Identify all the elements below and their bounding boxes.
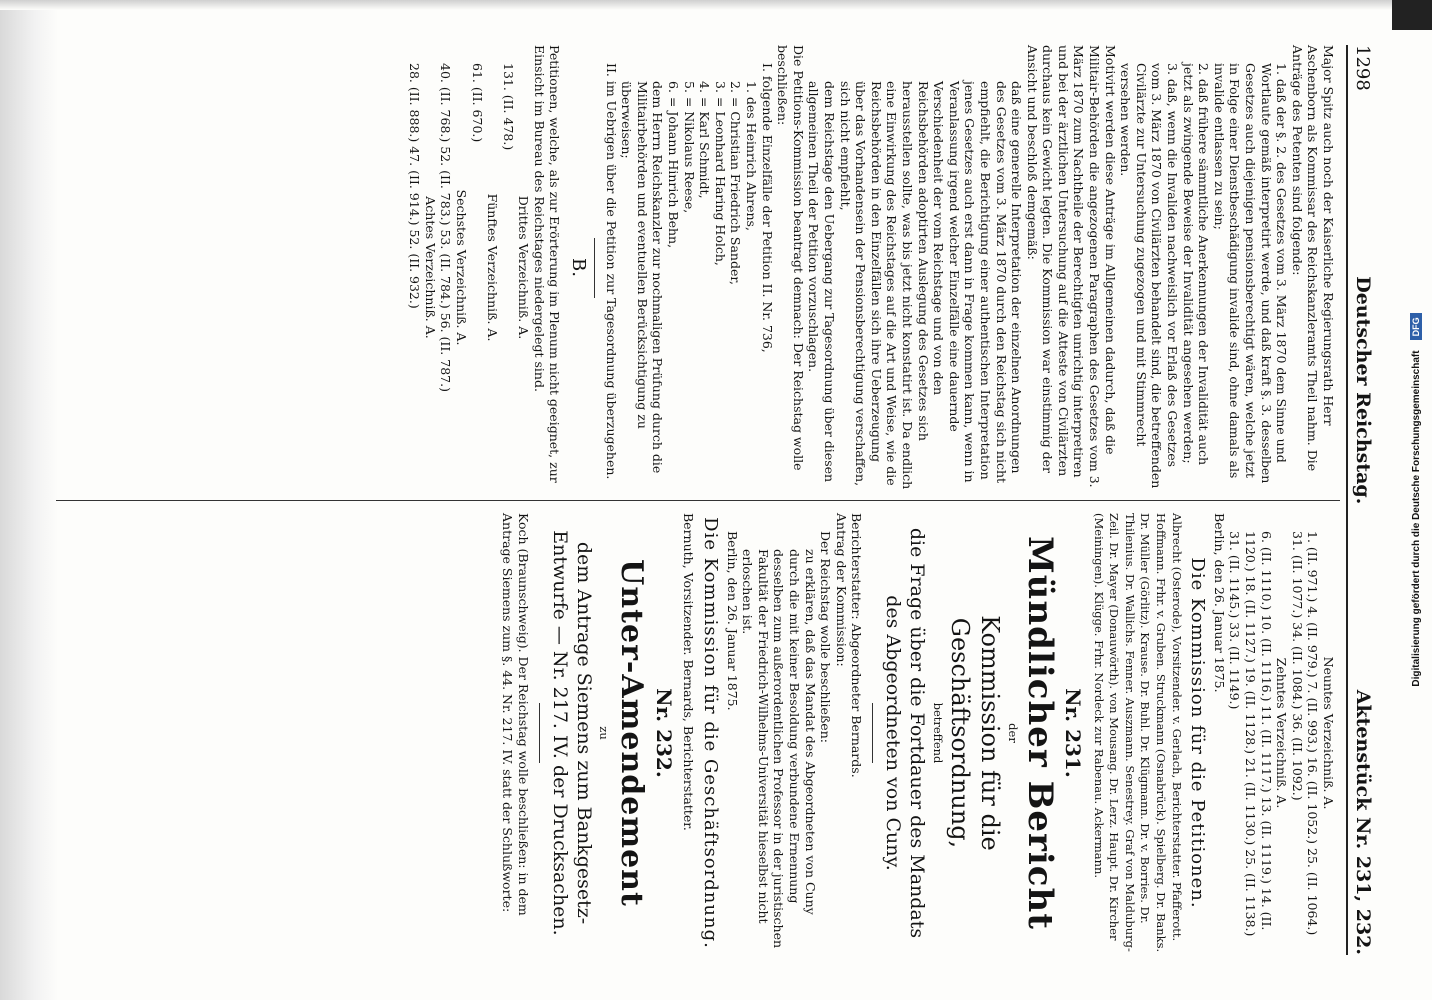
section-rule <box>594 238 595 298</box>
name-3: 3. = Leonhard Haring Holch, <box>712 81 728 266</box>
motion-intro: Die Petitions-Kommission beantragt demnach: Der Reichstag wolle beschließen: <box>775 45 806 471</box>
zu-label: zu <box>597 726 612 740</box>
antrag-text: zu erklären, daß das Mandat des Abgeordneten von Cuny durch die mit keiner Besoldung verbundene Ernennung desselben zum außerordentlichen Professor in der juristischen Fakultät der Friedrich-Wilhelms-Universität hieselbst nicht erloschen ist. <box>740 549 818 949</box>
reporter-line: Berichterstatter: Abgeordneter Bernards. <box>849 513 865 778</box>
der-label: der <box>1006 723 1021 743</box>
koch-motion: Koch (Braunschweig). Der Reichstag wolle beschließen: in dem Antrage Siemens zum §. 44. Nr. 217. IV. statt der Schlußworte: <box>500 513 531 916</box>
nr-231-heading: Nr. 231. <box>1061 688 1086 778</box>
list-3-title: Drittes Verzeichniß. A. <box>516 195 532 340</box>
header-right-title: Aktenstück Nr. 231, 232. <box>1352 689 1374 955</box>
conclusion-paragraph: dem Reichstage den Uebergang zur Tagesordnung über diesen allgemeinen Theil der Petition vorzuschlagen. <box>806 81 837 483</box>
geschaeftsordnung-heading: Die Kommission für die Geschäftsordnung. <box>699 517 721 949</box>
section-b-text: Petitionen, welche, als zur Erörterung im Plenum nicht geeignet, zur Einsicht im Bureau des Reichstages niedergelegt sind. <box>531 45 563 483</box>
reason-paragraph: daß eine generelle Interpretation der einzelnen Anordnungen des Gesetzes vom 3. März 1870 durch den Reichstag sich nicht empfiehlt, die Berichtigung einer authentischen Interpretation jenes Gesetzes auch erst dann in Frage kommen kann, wenn in Veranlassung irgend welcher Einzelfälle eine dauernde Verschiedenheit der vom Reichstage und von den Reichsbehörden adoptirten Auslegung des Gesetzes sich herausstellen sollte, was bis jetzt nicht konstatirt ist. Da endlich eine Einwirkung des Reichstages auf die Art und Weise, wie die Reichsbehörden in den Einzelfällen sich ihre Ueberzeugung über das Vorhandensein der Pensionsberechtigung verschaffen, sich nicht empfiehlt, <box>837 81 1025 490</box>
list-5-title: Fünftes Verzeichniß. A. <box>485 193 501 342</box>
betreffend-label: betreffend <box>930 702 945 764</box>
name-5: 5. = Nikolaus Reese, <box>681 81 697 214</box>
header-left-title: Deutscher Reichstag. <box>1352 276 1374 505</box>
dfg-watermark-text: Digitalisierung gefördert durch die Deutsche Forschungsgemeinschaft <box>1410 350 1422 687</box>
report-subject: die Frage über die Fortdauer des Mandats des Abgeordneten von Cuny. <box>882 527 929 939</box>
petition-item-3: 3. daß, wenn die Invaliden nachweislich vor Erlaß des Gesetzes vom 3. März 1870 von Civilärzten behandelt sind, die betreffenden Civilärzte zur Untersuchung zugezogen und mit Stimmrecht versehen werden. <box>1118 63 1181 489</box>
motive-paragraph: Motivirt werden diese Anträge im Allgemeinen dadurch, daß die Militair-Behörden die angezogenen Paragraphen des Gesetzes vom 3. März 1870 zum Nachtheile der Berechtigten unrichtig interpretiren und bei der ärztlichen Untersuchung auf die Atteste von Civilärzten durchaus kein Gewicht legten. Die Kommission war einstimmig der Ansicht und beschloß demgemäß: <box>1024 45 1118 488</box>
amendment-rule <box>539 703 540 763</box>
list-6-entries: 40. (II. 768.) 52. (II. 783.) 53. (II. 784.) 56. (II. 787.) <box>438 63 454 392</box>
intro-paragraph: Major Spitz auch noch der Kaiserliche Regierungsrath Herr Aschenborn als Kommissar des Reichskanzleramts Theil nahm. Die Anträge des Petenten sind folgende: <box>1289 45 1336 472</box>
scan-top-shadow <box>0 0 1432 10</box>
antrag-label: Antrag der Kommission: <box>833 513 849 667</box>
motion-1: I. folgende Einzelfälle der Petition II. Nr. 736, <box>759 63 775 353</box>
section-b-heading: B. <box>568 258 590 277</box>
petition-commission-heading: Die Kommission für die Petitionen. <box>1187 557 1209 909</box>
motion-2: II. im Uebrigen über die Petition zur Tagesordnung überzugehen. <box>603 63 619 480</box>
amendment-title: Unter-Amendement <box>614 559 650 907</box>
nr-232-heading: Nr. 232. <box>651 688 676 778</box>
list-10-entries: 6. (II. 1110.) 10. (II. 1116.) 11. (II. 1117.) 13. (II. 1119.) 14. (II. 1120.) 18. (II. 1127.) 19. (II. 1128.) 21. (II. 1130.) 25. (II. 1138.) 31. (II. 1145.) 33. (II. 1149.) <box>1227 531 1274 937</box>
list-8-title: Achtes Verzeichniß. A. <box>422 196 438 339</box>
commission-members: Albrecht (Osterode), Vorsitzender. v. Gerlach, Berichterstatter. Pfafferott. Hoffmann. Frhr. v. Gruben. Struckmann (Osnabrück). Spielberg. Dr. Banks. Dr. Müller (Görlitz). Krause. Dr. Buhl. Dr. Klügmann. Dr. v. Borries. Dr. Thilenius. Dr. Wallichs. Fenner. Auszmann. Senestrey. Graf von Malduburg-Zeil. Dr. Mayer (Donauwörth). von Mousang. Dr. Lerz. Haupt. Dr. Kircher (Meiningen). Klügge. Frhr. Nordeck zur Rabenau. Ackermann. <box>1091 513 1184 953</box>
list-9-title: Neuntes Verzeichniß. A. <box>1321 656 1336 810</box>
name-2: 2. = Christian Friedrich Sander, <box>728 81 744 285</box>
page-number: 1298 <box>1352 45 1374 91</box>
list-8-entries: 28. (II. 888.) 47. (II. 914.) 52. (II. 932.) <box>407 63 423 309</box>
petition-item-2: 2. daß frühere sämmtliche Anerkennungen der Invalidität auch jetzt als zwingende Beweise der Invalidität angesehen werden; <box>1180 63 1212 466</box>
right-column <box>56 513 1336 953</box>
report-rule <box>872 703 873 763</box>
commission-title: Kommission für die Geschäftsordnung, <box>945 615 1004 851</box>
amendment-subtitle: dem Antrage Siemens zum Bankgesetz-Entwurfe — Nr. 217. IV. der Drucksachen. <box>548 530 595 936</box>
column-divider <box>56 500 1340 501</box>
date-line-1: Berlin, den 26. Januar 1875. <box>1211 513 1227 693</box>
page-header <box>1346 45 1378 955</box>
list-6-title: Sechstes Verzeichniß. A. <box>453 189 469 346</box>
date-line-2: Berlin, den 26. Januar 1875. <box>724 531 740 711</box>
antrag-lead: Der Reichstag wolle beschließen: <box>818 531 834 743</box>
motion-1b: dem Herrn Reichskanzler zur nochmaligen Prüfung durch die Militairbehörden und eventuellen Berücksichtigung zu überweisen; <box>619 81 666 474</box>
name-6: 6. = Johann Hinrich Behn, <box>666 81 682 249</box>
list-9-entries: 1. (II. 971.) 4. (II. 979.) 7. (II. 993.) 16. (II. 1052.) 25. (II. 1064.) 31. (II. 1077.) 34. (II. 1084.) 36. (II. 1092.) <box>1289 531 1321 936</box>
dfg-watermark-strip <box>1402 0 1430 1000</box>
signatures: Bernuth, Vorsitzender. Bernards, Berichterstatter. <box>681 513 697 831</box>
dfg-logo: DFG <box>1410 313 1422 340</box>
petition-item-1: 1. daß der §. 2. des Gesetzes vom 3. März 1870 dem Sinne und Wortlaute gemäß interpretirt werde, und daß kraft §. 3. desselben Gesetzes auch diejenigen pensionsberechtigt wären, welche jetzt in Folge einer Dienstbeschädigung invalide sind, ohne damals als invalide entlassen zu sein; <box>1211 63 1290 484</box>
list-5-entries: 61. (II. 670.) <box>469 63 485 143</box>
report-title: Mündlicher Bericht <box>1020 536 1061 930</box>
name-1: 1. des Heinrich Ahrens, <box>744 81 760 231</box>
list-3-entries: 131. (II. 478.) <box>500 63 516 151</box>
name-4: 4. = Karl Schmidt, <box>697 81 713 199</box>
rotated-document-page <box>46 35 1386 965</box>
left-column <box>56 45 1336 490</box>
list-10-title: Zehntes Verzeichniß. A. <box>1274 657 1290 809</box>
